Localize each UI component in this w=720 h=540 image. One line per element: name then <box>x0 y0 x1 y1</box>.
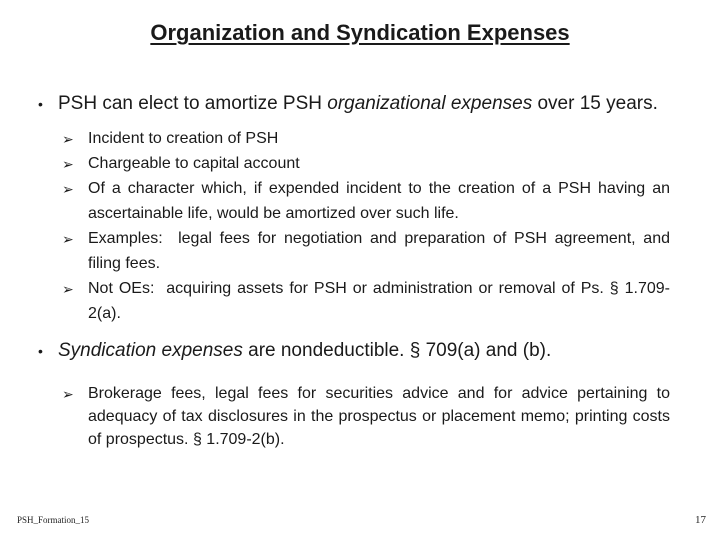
arrow-bullet-icon: ➢ <box>62 386 74 402</box>
sub-bullet <box>62 382 670 451</box>
main-bullet <box>38 92 670 115</box>
sub-bullet <box>62 276 670 326</box>
sub-bullet <box>62 176 670 226</box>
arrow-bullet-icon: ➢ <box>62 281 74 297</box>
main-bullet <box>38 339 670 362</box>
text-run: Incident to creation of PSH <box>88 130 279 147</box>
arrow-bullet-icon: ➢ <box>62 156 74 172</box>
text-run: Of a character which, if expended incident to the creation of a PSH having an ascertainable life, would be amortized over such life. <box>88 180 670 222</box>
sub-bullet <box>62 151 670 176</box>
sub-bullet <box>62 226 670 276</box>
slide-body <box>38 92 670 451</box>
arrow-bullet-icon: ➢ <box>62 231 74 247</box>
text-run: PSH can elect to amortize PSH <box>58 93 328 114</box>
text-run: Brokerage fees, legal fees for securities advice and for advice pertaining to adequacy of tax disclosures in the prospectus or placement memo; printing costs of prospectus. § 1.709-2(b). <box>88 385 670 448</box>
slide-title: Organization and Syndication Expenses <box>150 20 570 45</box>
arrow-bullet-icon: ➢ <box>62 181 74 197</box>
text-run: over 15 years. <box>532 93 658 114</box>
text-run: Syndication expenses <box>58 340 243 361</box>
sub-bullet-group <box>38 382 670 451</box>
page-number: 17 <box>695 514 706 526</box>
bullet-group <box>38 92 670 326</box>
text-run: Chargeable to capital account <box>88 155 300 172</box>
bullet-group <box>38 339 670 451</box>
text-run: Examples: legal fees for negotiation and preparation of PSH agreement, and filing fees. <box>88 230 670 272</box>
bullet-dot-icon: • <box>38 96 43 112</box>
sub-bullet <box>62 126 670 151</box>
sub-bullet-group <box>38 126 670 326</box>
text-run: organizational expenses <box>327 93 533 114</box>
arrow-bullet-icon: ➢ <box>62 131 74 147</box>
bullet-dot-icon: • <box>38 343 43 359</box>
text-run: are nondeductible. § 709(a) and (b). <box>242 340 552 361</box>
footer-filename: PSH_Formation_15 <box>17 515 90 525</box>
text-run: Not OEs: acquiring assets for PSH or administration or removal of Ps. § 1.709-2(a). <box>88 280 670 322</box>
